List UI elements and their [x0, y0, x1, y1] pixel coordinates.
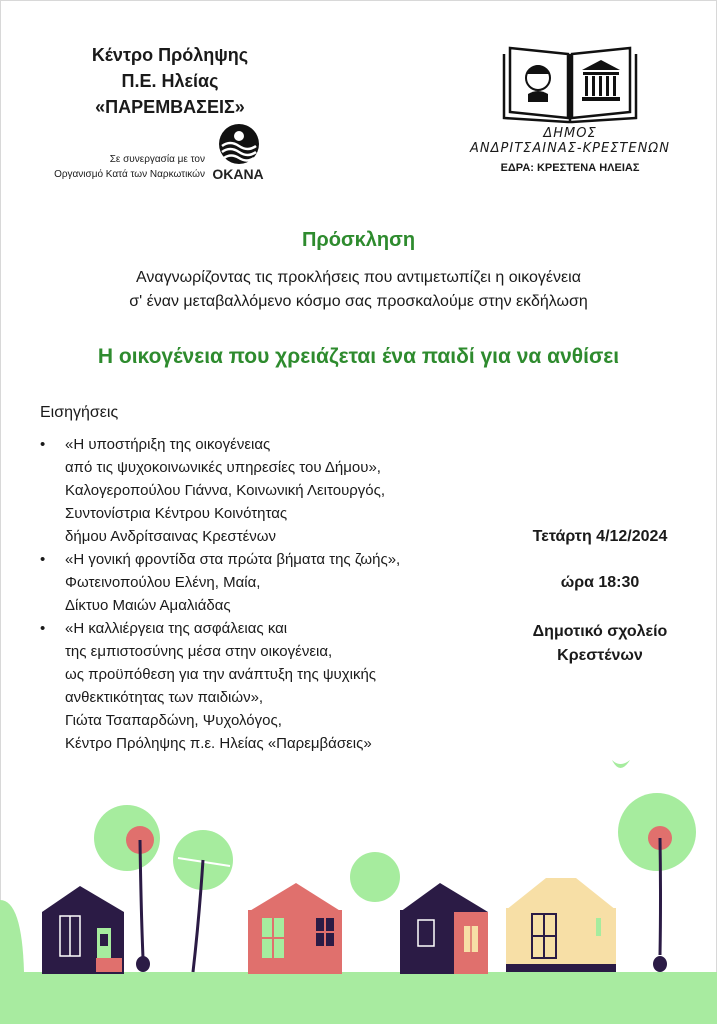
okana-logo-text: OKANA [212, 166, 264, 182]
talk-line: «Η καλλιέργεια της ασφάλειας και [65, 620, 288, 637]
municipality-seat: ΕΔΡΑ: ΚΡΕΣΤΕΝΑ ΗΛΕΙΑΣ [500, 162, 640, 174]
tree-middle [173, 830, 233, 972]
talks-label: Εισηγήσεις [40, 404, 119, 421]
talks-list [40, 433, 510, 755]
okana-logo-icon [210, 122, 268, 171]
talk-item [40, 548, 510, 617]
talk-line: Φωτεινοπούλου Ελένη, Μαία, [65, 574, 261, 591]
talk-line: ανθεκτικότητας των παιδιών», [65, 689, 264, 706]
moon-icon [254, 786, 274, 813]
bullet-icon: • [40, 436, 46, 453]
talk-line: της εμπιστοσύνης μέσα στην οικογένεια, [65, 643, 333, 660]
venue-line: Κρεστένων [557, 647, 643, 664]
talk-line: Συντονίστρια Κέντρου Κοινότητας [65, 505, 288, 522]
tree-right [618, 793, 696, 972]
intro-line: σ' έναν μεταβαλλόμενο κόσμο σας προσκαλούμε στην εκδήλωση [129, 293, 588, 310]
talk-line: ως προϋπόθεση για την ανάπτυξη της ψυχικής [65, 666, 377, 683]
collaboration-line: Σε συνεργασία με τον [109, 154, 205, 165]
moon-icon [466, 820, 490, 855]
org-line: «ΠΑΡΕΜΒΑΣΕΙΣ» [95, 97, 245, 117]
talk-line: Καλογεροπούλου Γιάννα, Κοινωνική Λειτουργός, [65, 482, 386, 499]
invitation-intro [40, 266, 677, 314]
municipality-book-icon [470, 38, 670, 129]
bullet-icon: • [40, 551, 46, 568]
house-red [248, 883, 342, 974]
invitation-title: Πρόσκληση [301, 229, 416, 251]
event-title: Η οικογένεια που χρειάζεται ένα παιδί για να ανθίσει [97, 345, 620, 368]
talk-line: Δίκτυο Μαιών Αμαλιάδας [65, 597, 231, 614]
venue-line: Δημοτικό σχολείο [532, 623, 668, 640]
org-line: Π.Ε. Ηλείας [121, 71, 219, 91]
talk-line: «Η υποστήριξη της οικογένειας [65, 436, 271, 453]
org-line: Κέντρο Πρόληψης [91, 45, 249, 65]
small-leaf-icon [612, 760, 630, 768]
talk-line: δήμου Ανδρίτσαινας Κρεστένων [65, 528, 277, 545]
house-dark-right [400, 883, 488, 974]
village-illustration [0, 750, 717, 1024]
talk-line: από τις ψυχοκοινωνικές υπηρεσίες του Δήμου», [65, 459, 381, 476]
event-date: Τετάρτη 4/12/2024 [532, 528, 668, 545]
talk-line: Κέντρο Πρόληψης π.ε. Ηλείας «Παρεμβάσεις» [65, 735, 372, 752]
talk-line: Γιώτα Τσαπαρδώνη, Ψυχολόγος, [65, 712, 282, 729]
floating-circle [350, 852, 400, 902]
municipality-line: ΔΗΜΟΣ [543, 126, 597, 141]
talk-item [40, 433, 510, 548]
talk-item [40, 617, 510, 755]
collaboration-line: Οργανισμό Κατά των Ναρκωτικών [54, 169, 205, 180]
ground-strip [0, 972, 717, 1024]
intro-line: Αναγνωρίζοντας τις προκλήσεις που αντιμετωπίζει η οικογένεια [136, 269, 581, 286]
municipality-line: ΑΝΔΡΙΤΣΑΙΝΑΣ-ΚΡΕΣΤΕΝΩΝ [470, 141, 670, 156]
municipality-name [460, 126, 680, 156]
ground-left-hill [0, 900, 24, 972]
collaboration-note [40, 152, 205, 182]
bullet-icon: • [40, 620, 46, 637]
talk-line: «Η γονική φροντίδα στα πρώτα βήματα της ζωής», [65, 551, 401, 568]
event-venue [510, 620, 690, 668]
organization-name [40, 42, 300, 120]
house-dark-left [42, 886, 124, 974]
event-time: ώρα 18:30 [560, 574, 640, 591]
house-cream [506, 878, 616, 972]
